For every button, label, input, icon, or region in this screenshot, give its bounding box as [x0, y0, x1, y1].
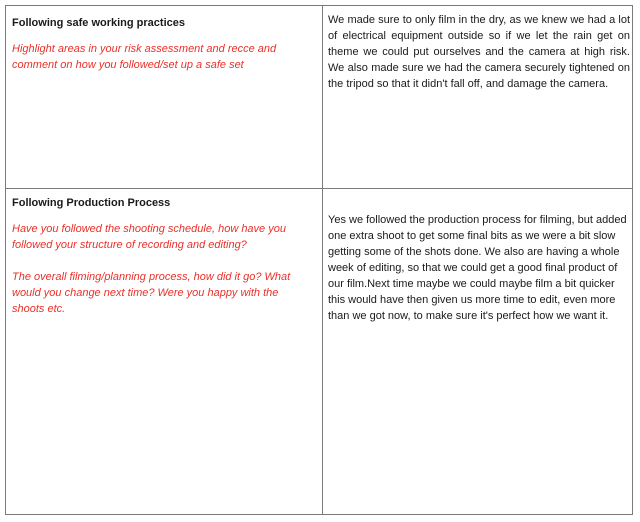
column-divider	[322, 6, 323, 514]
evaluation-table	[5, 5, 633, 515]
safe-practices-question-cell	[12, 15, 312, 73]
safe-practices-prompt: Highlight areas in your risk assessment and recce and comment on how you followed/set up a safe set	[12, 43, 277, 71]
production-process-answer-cell	[328, 212, 630, 324]
production-process-heading: Following Production Process	[12, 197, 171, 209]
production-process-question-cell	[12, 195, 312, 317]
safe-practices-answer-cell	[328, 12, 630, 92]
row-divider	[6, 188, 632, 189]
production-process-prompt-overall: The overall filming/planning process, how did it go? What would you change next time? Were you happy with the shoots etc.	[12, 271, 291, 315]
production-process-answer: Yes we followed the production process for filming, but added one extra shoot to get some final bits as we were a bit slow getting some of the shots done. We also are having a whole week of editing, so that we could get a good final product of our film.Next time maybe we could maybe film a bit quicker this would have then given us more time to edit, even more than we got now, to make sure it's perfect how we want it.	[328, 214, 627, 322]
safe-practices-answer: We made sure to only film in the dry, as we knew we had a lot of electrical equipment outside so if we let the rain get on theme we could put ourselves and the camera at high risk. We also made sure we had the camera securely tightened on the tripod so that it didn't fall off, and damage the camera.	[328, 14, 630, 90]
production-process-prompt-schedule: Have you followed the shooting schedule, how have you followed your structure of recording and editing?	[12, 223, 286, 251]
safe-practices-heading: Following safe working practices	[12, 17, 185, 29]
